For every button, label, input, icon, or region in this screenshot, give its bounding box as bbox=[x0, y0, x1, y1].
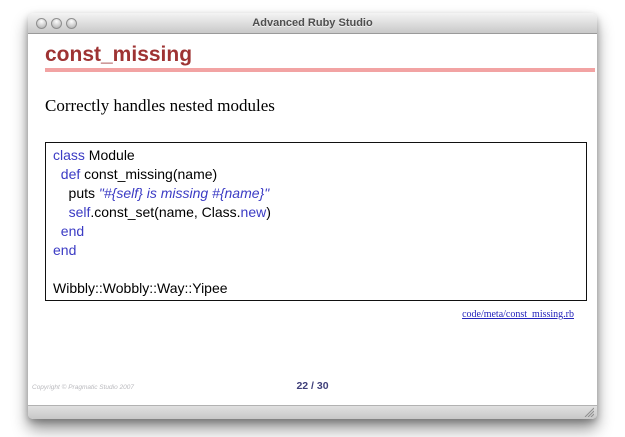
zoom-button[interactable] bbox=[66, 18, 77, 29]
close-button[interactable] bbox=[36, 18, 47, 29]
code-token: def bbox=[60, 166, 81, 182]
title-underline-rule bbox=[45, 68, 595, 72]
code-line bbox=[53, 165, 582, 184]
minimize-button[interactable] bbox=[51, 18, 62, 29]
code-token: ) bbox=[266, 204, 271, 220]
code-token: end bbox=[60, 223, 85, 239]
code-link-row bbox=[45, 304, 574, 322]
code-line bbox=[53, 260, 582, 279]
code-token bbox=[53, 223, 61, 239]
traffic-light-buttons bbox=[36, 18, 77, 29]
code-token: end bbox=[53, 242, 77, 258]
code-token: Module bbox=[84, 147, 135, 163]
page-number: 22 / 30 bbox=[296, 380, 329, 392]
code-line bbox=[53, 222, 582, 241]
code-token: self bbox=[68, 204, 91, 220]
window-statusbar bbox=[28, 405, 597, 419]
code-token: puts bbox=[53, 185, 99, 201]
code-line bbox=[53, 241, 582, 260]
code-token: "#{self} is missing #{name}" bbox=[98, 185, 270, 201]
copyright-text: Copyright © Pragmatic Studio 2007 bbox=[32, 384, 134, 391]
code-line bbox=[53, 146, 582, 165]
slide-area bbox=[28, 34, 597, 405]
slide-title: const_missing bbox=[45, 43, 193, 66]
code-token bbox=[53, 166, 61, 182]
code-token: new bbox=[240, 204, 267, 220]
code-box bbox=[45, 142, 587, 301]
app-window bbox=[28, 13, 597, 419]
window-title: Advanced Ruby Studio bbox=[252, 17, 373, 29]
window-titlebar[interactable] bbox=[28, 13, 597, 34]
code-token bbox=[53, 204, 69, 220]
resize-grip-icon[interactable] bbox=[583, 406, 594, 417]
code-token: .const_set(name, Class. bbox=[90, 204, 241, 220]
code-line bbox=[53, 184, 582, 203]
code-line bbox=[53, 279, 582, 298]
code-token: Wibbly::Wobbly::Way::Yipee bbox=[53, 280, 228, 296]
code-file-link[interactable]: code/meta/const_missing.rb bbox=[462, 309, 574, 320]
code-token: class bbox=[53, 147, 85, 163]
slide-subtitle: Correctly handles nested modules bbox=[45, 96, 275, 115]
code-line bbox=[53, 203, 582, 222]
code-token: const_missing(name) bbox=[80, 166, 218, 182]
